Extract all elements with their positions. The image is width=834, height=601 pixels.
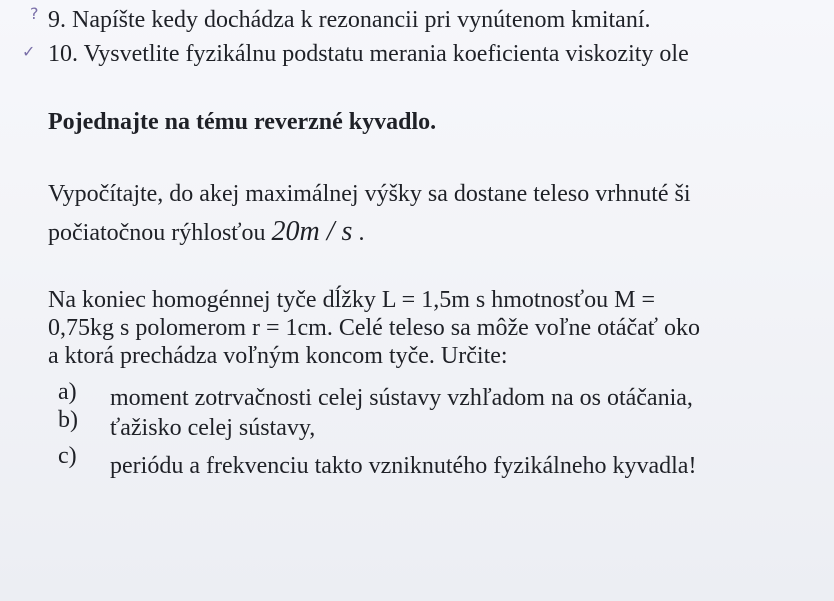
topic-heading: Pojednajte na tému reverzné kyvadlo. xyxy=(48,109,437,135)
task-height-end: . xyxy=(352,220,365,246)
task-rod-line-2: 0,75kg s polomerom r = 1cm. Celé teleso sa môže voľne otáčať oko xyxy=(48,315,701,341)
check-mark-annotation: ✓ xyxy=(22,42,36,61)
task-height-line-2 xyxy=(48,218,364,247)
item-letter-a: a) xyxy=(58,379,77,405)
task-rod-line-3: a ktorá prechádza voľným koncom tyče. Určite: xyxy=(48,343,508,369)
item-letter-c: c) xyxy=(58,443,77,469)
item-text-a: moment zotrvačnosti celej sústavy vzhľadom na os otáčania, xyxy=(110,385,693,411)
question-10: 10. Vysvetlite fyzikálnu podstatu merania koeficienta viskozity ole xyxy=(48,41,689,67)
question-mark-annotation: ? xyxy=(30,4,39,23)
task-rod-line-1: Na koniec homogénnej tyče dĺžky L = 1,5m s hmotnosťou M = xyxy=(48,287,656,313)
item-text-b: ťažisko celej sústavy, xyxy=(110,415,316,441)
task-height-text: počiatočnou rýhlosťou xyxy=(48,220,272,246)
item-letter-b: b) xyxy=(58,407,78,433)
task-height-line-1: Vypočítajte, do akej maximálnej výšky sa dostane teleso vrhnuté ši xyxy=(48,181,691,207)
item-text-c: periódu a frekvenciu takto vzniknutého fyzikálneho kyvadla! xyxy=(110,453,697,479)
velocity-formula: 20m / s xyxy=(271,216,353,247)
question-9: 9. Napíšte kedy dochádza k rezonancii pri vynútenom kmitaní. xyxy=(48,7,651,33)
